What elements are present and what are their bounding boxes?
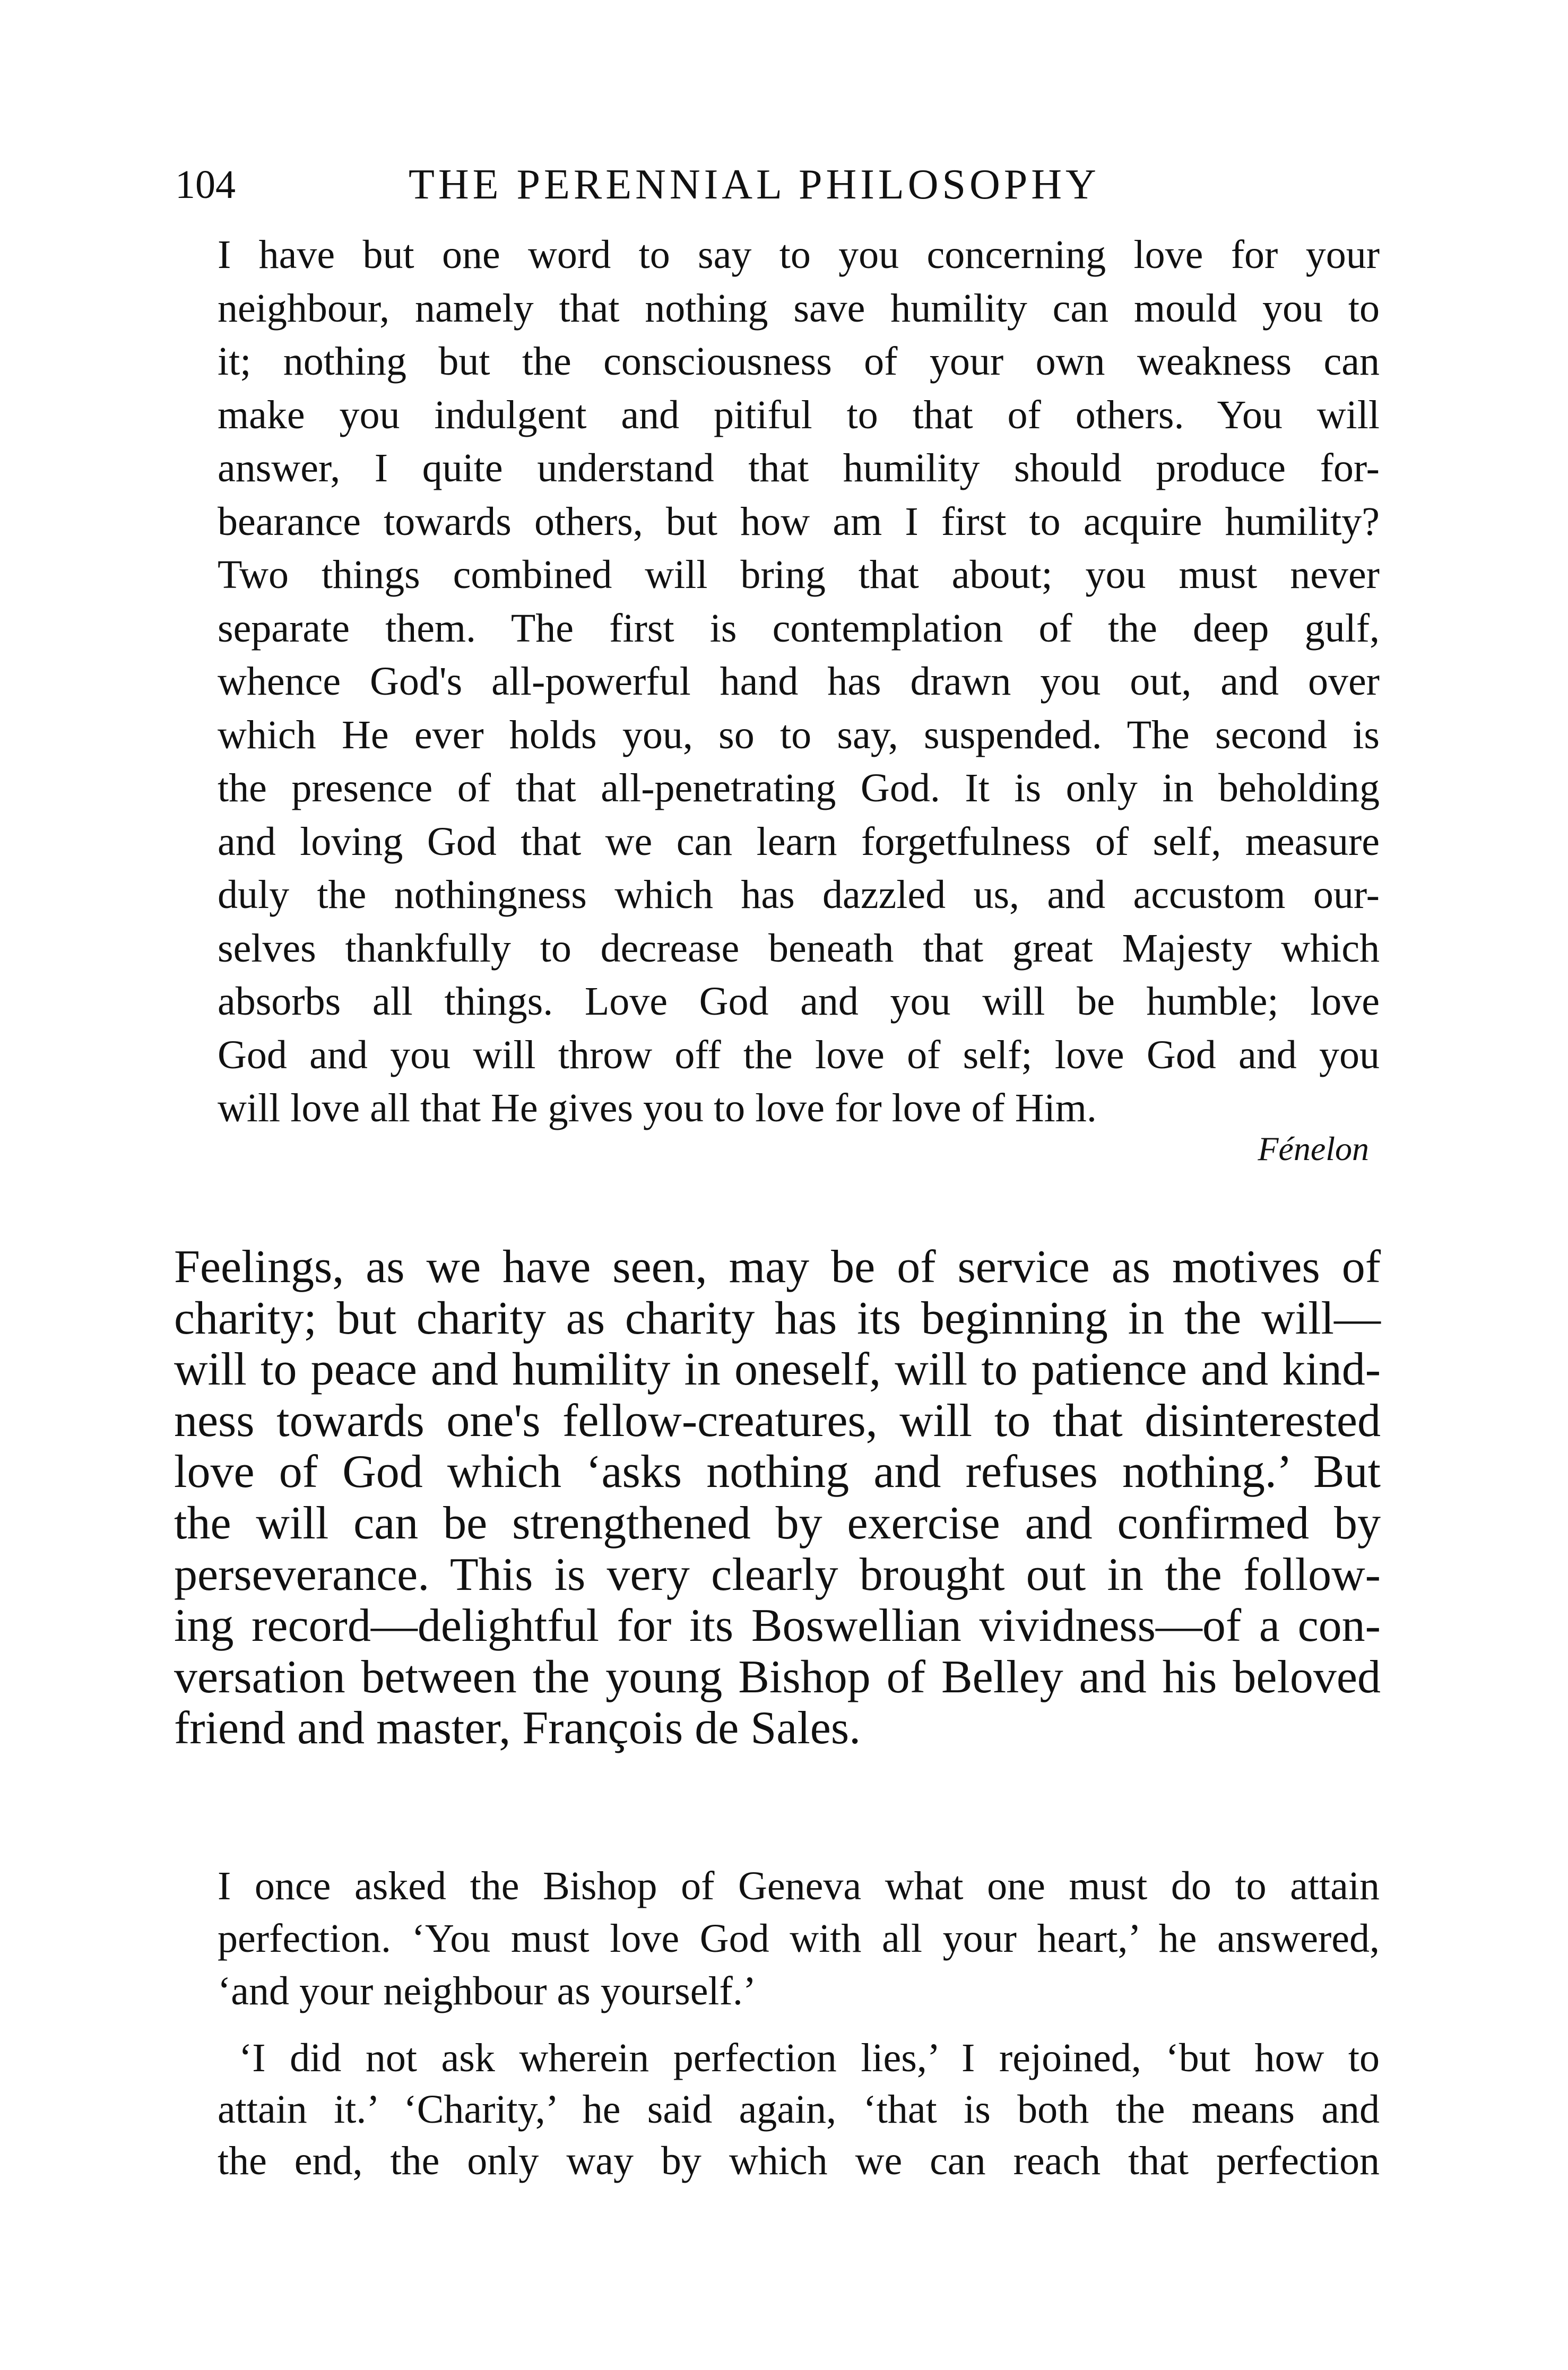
quote-line: I have but one word to say to you concerning love for your: [218, 232, 1380, 277]
quote-line: selves thankfully to decrease beneath that great Majesty which: [218, 925, 1380, 971]
body-line: ness towards one's fellow-creatures, will to that disinterested: [174, 1395, 1381, 1447]
quote-line: the presence of that all-penetrating God. It is only in beholding: [218, 766, 1380, 810]
body-line: love of God which ‘asks nothing and refuses nothing.’ But: [174, 1446, 1381, 1498]
quote-line: perfection. ‘You must love God with all your heart,’ he answered,: [218, 1916, 1380, 1961]
quote-line: it; nothing but the consciousness of your own weakness can: [218, 339, 1380, 384]
quote-line: attain it.’ ‘Charity,’ he said again, ‘that is both the means and: [218, 2087, 1380, 2132]
body-line: will to peace and humility in oneself, will to patience and kind-: [174, 1344, 1381, 1396]
camus-quotation-part-2: [218, 2032, 1380, 2187]
quote-attribution: Fénelon: [1258, 1130, 1369, 1167]
running-head: [175, 153, 1173, 217]
camus-quotation-part-1: [218, 1860, 1380, 2018]
fenelon-quotation: [218, 228, 1380, 1135]
body-line: perseverance. This is very clearly brought out in the follow-: [174, 1549, 1381, 1601]
quote-line: God and you will throw off the love of self; love God and you: [218, 1032, 1380, 1077]
quote-line: make you indulgent and pitiful to that of others. You will: [218, 392, 1380, 437]
body-paragraph: [174, 1242, 1381, 1754]
quote-line: Two things combined will bring that about; you must never: [218, 552, 1380, 597]
quote-line: ‘and your neighbour as yourself.’: [218, 1969, 757, 2013]
body-line: versation between the young Bishop of Belley and his beloved: [174, 1651, 1381, 1703]
body-line: ing record—delightful for its Boswellian vividness—of a con-: [174, 1600, 1381, 1652]
quote-line: separate them. The first is contemplation of the deep gulf,: [218, 606, 1380, 651]
quote-line: will love all that He gives you to love for love of Him.: [218, 1086, 1097, 1130]
quote-line: whence God's all-powerful hand has drawn you out, and over: [218, 659, 1380, 704]
body-line: the will can be strengthened by exercise and confirmed by: [174, 1497, 1381, 1549]
quote-line: neighbour, namely that nothing save humility can mould you to: [218, 286, 1380, 331]
page-number: 104: [175, 162, 236, 207]
quote-line: ‘I did not ask wherein perfection lies,’ I rejoined, ‘but how to: [239, 2036, 1380, 2080]
body-line: Feelings, as we have seen, may be of service as motives of: [174, 1241, 1381, 1293]
quote-line: which He ever holds you, so to say, suspended. The second is: [218, 712, 1380, 757]
quote-line: answer, I quite understand that humility should produce for-: [218, 446, 1380, 490]
quote-line: and loving God that we can learn forgetfulness of self, measure: [218, 819, 1380, 864]
quote-line: absorbs all things. Love God and you will be humble; love: [218, 979, 1380, 1024]
quote-line: duly the nothingness which has dazzled us, and accustom our-: [218, 872, 1380, 917]
body-line: friend and master, François de Sales.: [174, 1702, 861, 1754]
quote-line: I once asked the Bishop of Geneva what one must do to attain: [218, 1864, 1380, 1908]
quote-line: bearance towards others, but how am I first to acquire humility?: [218, 499, 1380, 544]
quote-line: the end, the only way by which we can reach that perfection: [218, 2139, 1380, 2183]
running-title: THE PERENNIAL PHILOSOPHY: [409, 161, 1100, 208]
body-line: charity; but charity as charity has its beginning in the will—: [174, 1292, 1381, 1344]
